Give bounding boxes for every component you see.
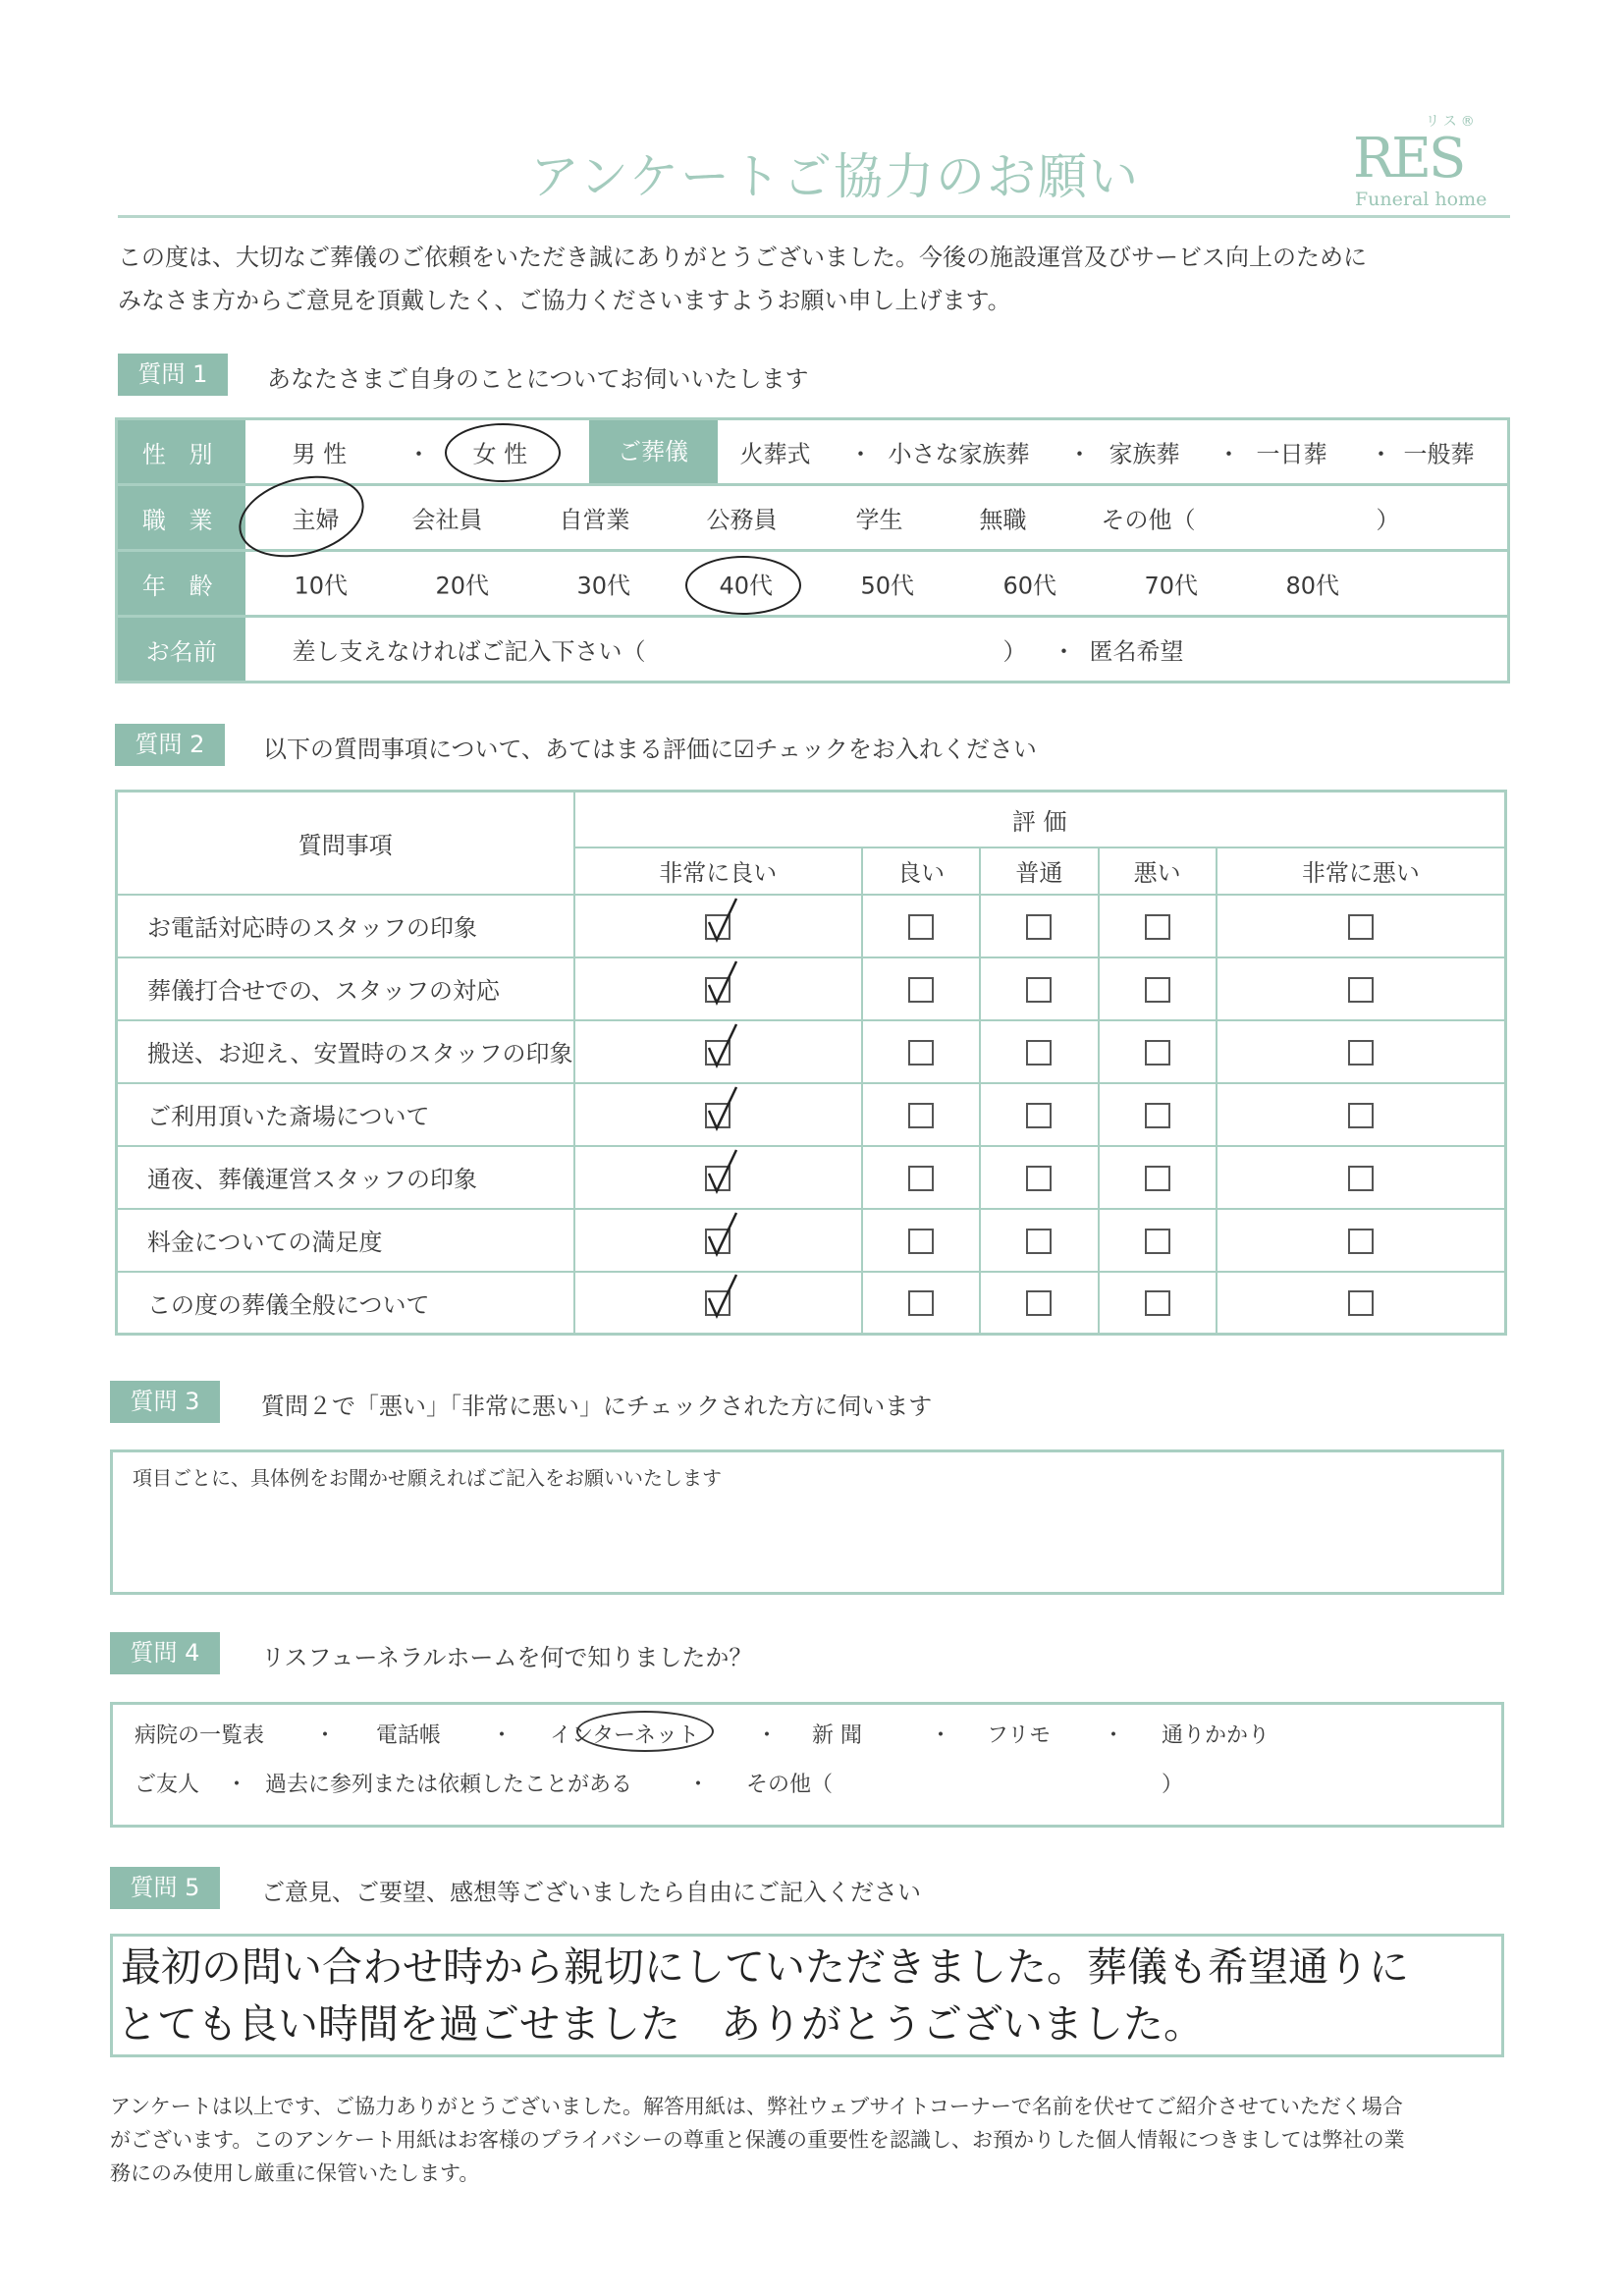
rating-cell xyxy=(1217,1146,1506,1209)
question-item: 通夜、葬儀運営スタッフの印象 xyxy=(117,1146,574,1209)
question-item: お電話対応時のスタッフの印象 xyxy=(117,895,574,957)
separator: ・ xyxy=(848,440,873,468)
age-10s[interactable]: 10代 xyxy=(294,572,349,600)
source-furimo[interactable]: フリモ xyxy=(987,1723,1052,1748)
handwritten-answer-line: とても良い時間を過ごせました ありがとうございました。 xyxy=(117,2000,1204,2048)
separator: ・ xyxy=(226,1773,248,1797)
logo-kana: リス® xyxy=(1426,114,1479,130)
rating-cell xyxy=(1099,1209,1217,1272)
rating-cell xyxy=(574,1083,862,1146)
job-housewife[interactable]: 主婦 xyxy=(292,506,340,534)
rating-cell xyxy=(1217,1209,1506,1272)
intro-line: みなさま方からご意見を頂戴したく、ご協力くださいますようお願い申し上げます。 xyxy=(118,287,1011,314)
separator: ・ xyxy=(1217,440,1241,468)
checkbox[interactable] xyxy=(908,1040,934,1066)
handwritten-answer-line: 最初の問い合わせ時から親切にしていただきました。葬儀も希望通りに xyxy=(121,1943,1409,1991)
check-mark-icon xyxy=(703,895,742,944)
rating-column-header: 普通 xyxy=(980,847,1098,895)
source-past-attendance[interactable]: 過去に参列または依頼したことがある xyxy=(265,1773,633,1797)
rating-cell xyxy=(862,957,980,1020)
age-50s[interactable]: 50代 xyxy=(860,572,915,600)
separator: ・ xyxy=(406,440,431,468)
rating-cell xyxy=(980,1020,1098,1083)
selection-circle xyxy=(576,1711,714,1752)
rating-cell xyxy=(574,1272,862,1335)
checkbox[interactable] xyxy=(908,1103,934,1128)
q2-label: 質問 2 xyxy=(115,724,225,766)
intro-line: この度は、大切なご葬儀のご依頼をいただき誠にありがとうございました。今後の施設運営及びサービス向上のために xyxy=(118,244,1367,271)
separator: ・ xyxy=(687,1773,710,1797)
intro-text xyxy=(118,236,1512,322)
separator: ・ xyxy=(1067,440,1092,468)
rating-cell xyxy=(1099,1146,1217,1209)
job-unemployed[interactable]: 無職 xyxy=(979,506,1027,534)
checkbox[interactable] xyxy=(705,1166,730,1191)
checkbox[interactable] xyxy=(1348,1290,1374,1316)
source-internet[interactable]: インターネット xyxy=(550,1723,700,1748)
separator: ・ xyxy=(930,1723,952,1748)
paren-close: ） xyxy=(1002,637,1027,666)
name-row xyxy=(245,617,1509,683)
rating-cell xyxy=(574,895,862,957)
rating-cell xyxy=(862,1209,980,1272)
checkbox[interactable] xyxy=(1026,914,1052,940)
logo-subtitle: Funeral home xyxy=(1355,189,1488,210)
footer-line: がございます。このアンケート用紙はお客様のプライバシーの尊重と保護の重要性を認識し、お預かりした個人情報につきましては弊社の業 xyxy=(110,2128,1405,2152)
age-label: 年 齢 xyxy=(117,551,245,617)
job-student[interactable]: 学生 xyxy=(855,506,903,534)
age-40s[interactable]: 40代 xyxy=(719,572,774,600)
check-mark-icon xyxy=(703,957,742,1007)
checkbox[interactable] xyxy=(1026,1166,1052,1191)
funeral-small-family[interactable]: 小さな家族葬 xyxy=(888,440,1030,468)
rating-row xyxy=(117,1020,1506,1083)
checkbox[interactable] xyxy=(1145,1229,1170,1254)
rating-cell xyxy=(980,1083,1098,1146)
checkbox[interactable] xyxy=(1145,1103,1170,1128)
q2-text: 以下の質問事項について、あてはまる評価に☑チェックをお入れください xyxy=(263,736,1037,763)
gender-female[interactable]: 女 性 xyxy=(472,440,528,468)
q4-options-box xyxy=(110,1702,1504,1828)
source-friend[interactable]: ご友人 xyxy=(135,1773,200,1797)
rating-cell xyxy=(1217,1272,1506,1335)
q5-label: 質問 5 xyxy=(110,1867,220,1909)
rating-cell xyxy=(1217,957,1506,1020)
age-row xyxy=(245,551,1509,617)
selection-circle xyxy=(445,423,561,482)
source-hospital-list[interactable]: 病院の一覧表 xyxy=(135,1723,265,1748)
rating-cell xyxy=(1099,957,1217,1020)
rating-cell xyxy=(574,1209,862,1272)
funeral-general[interactable]: 一般葬 xyxy=(1403,440,1475,468)
checkbox[interactable] xyxy=(1348,1166,1374,1191)
separator: ・ xyxy=(1103,1723,1125,1748)
age-80s[interactable]: 80代 xyxy=(1285,572,1340,600)
check-mark-icon xyxy=(703,1271,742,1320)
rating-cell xyxy=(1099,1272,1217,1335)
rating-header: 評 価 xyxy=(574,792,1506,847)
q1-text: あなたさまご自身のことについてお伺いいたします xyxy=(267,365,809,393)
checkbox[interactable] xyxy=(1026,977,1052,1003)
rating-cell xyxy=(980,1272,1098,1335)
q3-answer-box[interactable] xyxy=(110,1449,1504,1595)
job-row xyxy=(245,485,1509,551)
rating-cell xyxy=(862,895,980,957)
checkbox[interactable] xyxy=(1145,1290,1170,1316)
check-mark-icon xyxy=(703,1209,742,1258)
name-label: お名前 xyxy=(117,617,245,683)
logo-mark: RES xyxy=(1353,127,1464,191)
footer-line: アンケートは以上です、ご協力ありがとうございました。解答用紙は、弊社ウェブサイトコーナーで名前を伏せてご紹介させていただく場合 xyxy=(110,2095,1403,2118)
checkbox[interactable] xyxy=(1026,1229,1052,1254)
age-30s[interactable]: 30代 xyxy=(576,572,631,600)
checkbox[interactable] xyxy=(1145,977,1170,1003)
rating-cell xyxy=(574,957,862,1020)
check-mark-icon xyxy=(703,1083,742,1132)
job-civil-servant[interactable]: 公務員 xyxy=(706,506,778,534)
q4-label: 質問 4 xyxy=(110,1632,220,1674)
job-other[interactable]: その他（ xyxy=(1101,506,1196,534)
gender-funeral-row xyxy=(245,419,1509,485)
selection-circle xyxy=(685,556,801,615)
rating-cell xyxy=(1099,1020,1217,1083)
separator: ・ xyxy=(491,1723,514,1748)
profile-table xyxy=(115,417,1510,683)
checkbox[interactable] xyxy=(908,1229,934,1254)
age-60s[interactable]: 60代 xyxy=(1002,572,1057,600)
checkbox[interactable] xyxy=(1145,914,1170,940)
gender-male[interactable]: 男 性 xyxy=(292,440,348,468)
separator: ・ xyxy=(314,1723,337,1748)
checkbox[interactable] xyxy=(705,1103,730,1128)
rating-table xyxy=(115,790,1507,1336)
title-divider xyxy=(118,215,1510,218)
question-item: 料金についての満足度 xyxy=(117,1209,574,1272)
checkbox[interactable] xyxy=(705,977,730,1003)
paren-close: ） xyxy=(1162,1773,1184,1797)
rating-cell xyxy=(862,1083,980,1146)
checkbox[interactable] xyxy=(705,1290,730,1316)
gender-label: 性 別 xyxy=(117,419,245,485)
checkbox[interactable] xyxy=(1026,1040,1052,1066)
q3-hint: 項目ごとに、具体例をお聞かせ願えればご記入をお願いいたします xyxy=(133,1466,722,1490)
rating-column-header: 良い xyxy=(862,847,980,895)
rating-row xyxy=(117,1272,1506,1335)
rating-cell xyxy=(862,1272,980,1335)
rating-cell xyxy=(1217,1020,1506,1083)
paren-close: ） xyxy=(1376,506,1400,534)
q3-label: 質問 3 xyxy=(110,1381,220,1423)
funeral-one-day[interactable]: 一日葬 xyxy=(1256,440,1327,468)
footer-line: 務にのみ使用し厳重に保管いたします。 xyxy=(110,2161,480,2185)
name-prompt: 差し支えなければご記入下さい（ xyxy=(292,637,646,666)
rating-row xyxy=(117,1083,1506,1146)
rating-cell xyxy=(1099,1083,1217,1146)
checkbox[interactable] xyxy=(705,914,730,940)
rating-cell xyxy=(574,1020,862,1083)
rating-cell xyxy=(980,895,1098,957)
job-self-employed[interactable]: 自営業 xyxy=(559,506,630,534)
rating-cell xyxy=(980,1146,1098,1209)
checkbox[interactable] xyxy=(1145,1166,1170,1191)
funeral-cremation[interactable]: 火葬式 xyxy=(739,440,811,468)
q5-text: ご意見、ご要望、感想等ございましたら自由にご記入ください xyxy=(261,1879,921,1906)
source-passing-by[interactable]: 通りかかり xyxy=(1162,1723,1271,1748)
rating-column-header: 悪い xyxy=(1099,847,1217,895)
checkbox[interactable] xyxy=(908,1290,934,1316)
company-logo xyxy=(1353,114,1510,212)
separator: ・ xyxy=(1369,440,1393,468)
source-other[interactable]: その他（ xyxy=(746,1773,834,1797)
rating-cell xyxy=(1217,895,1506,957)
age-70s[interactable]: 70代 xyxy=(1144,572,1199,600)
name-field[interactable] xyxy=(658,629,982,669)
checkbox[interactable] xyxy=(1348,1103,1374,1128)
question-item: ご利用頂いた斎場について xyxy=(117,1083,574,1146)
question-item: 葬儀打合せでの、スタッフの対応 xyxy=(117,957,574,1020)
footer-note xyxy=(110,2090,1514,2190)
anonymous-option[interactable]: 匿名希望 xyxy=(1089,637,1184,666)
age-20s[interactable]: 20代 xyxy=(435,572,490,600)
rating-cell xyxy=(862,1146,980,1209)
checkbox[interactable] xyxy=(1348,1229,1374,1254)
job-label: 職 業 xyxy=(117,485,245,551)
checkbox[interactable] xyxy=(1348,1040,1374,1066)
checkbox[interactable] xyxy=(1026,1290,1052,1316)
q3-text: 質問２で「悪い」「非常に悪い」にチェックされた方に伺います xyxy=(261,1393,933,1420)
rating-cell xyxy=(980,1209,1098,1272)
rating-cell xyxy=(980,957,1098,1020)
rating-cell xyxy=(574,1146,862,1209)
checkbox[interactable] xyxy=(705,1040,730,1066)
q1-label: 質問 1 xyxy=(118,354,228,396)
page-title: アンケートご協力のお願い xyxy=(530,148,1140,205)
checkbox[interactable] xyxy=(1348,914,1374,940)
checkbox[interactable] xyxy=(908,914,934,940)
rating-cell xyxy=(862,1020,980,1083)
checkbox[interactable] xyxy=(908,977,934,1003)
question-item: 搬送、お迎え、安置時のスタッフの印象 xyxy=(117,1020,574,1083)
rating-row xyxy=(117,1209,1506,1272)
rating-column-header: 非常に悪い xyxy=(1217,847,1506,895)
source-newspaper[interactable]: 新 聞 xyxy=(812,1723,862,1748)
rating-column-header: 非常に良い xyxy=(574,847,862,895)
checkbox[interactable] xyxy=(705,1229,730,1254)
funeral-label: ご葬儀 xyxy=(589,420,718,483)
q5-answer-box[interactable] xyxy=(110,1934,1504,2057)
check-mark-icon xyxy=(703,1020,742,1069)
separator: ・ xyxy=(756,1723,779,1748)
rating-cell xyxy=(1099,895,1217,957)
item-header: 質問事項 xyxy=(117,792,574,895)
rating-cell xyxy=(1217,1083,1506,1146)
job-employee[interactable]: 会社員 xyxy=(411,506,483,534)
checkbox[interactable] xyxy=(1026,1103,1052,1128)
funeral-family[interactable]: 家族葬 xyxy=(1109,440,1180,468)
rating-row xyxy=(117,1146,1506,1209)
source-phonebook[interactable]: 電話帳 xyxy=(376,1723,442,1748)
rating-row xyxy=(117,895,1506,957)
checkbox[interactable] xyxy=(1145,1040,1170,1066)
check-mark-icon xyxy=(703,1146,742,1195)
checkbox[interactable] xyxy=(908,1166,934,1191)
checkbox[interactable] xyxy=(1348,977,1374,1003)
separator: ・ xyxy=(1052,637,1076,666)
rating-row xyxy=(117,957,1506,1020)
q4-text: リスフューネラルホームを何で知りましたか？ xyxy=(261,1644,753,1671)
question-item: この度の葬儀全般について xyxy=(117,1272,574,1335)
